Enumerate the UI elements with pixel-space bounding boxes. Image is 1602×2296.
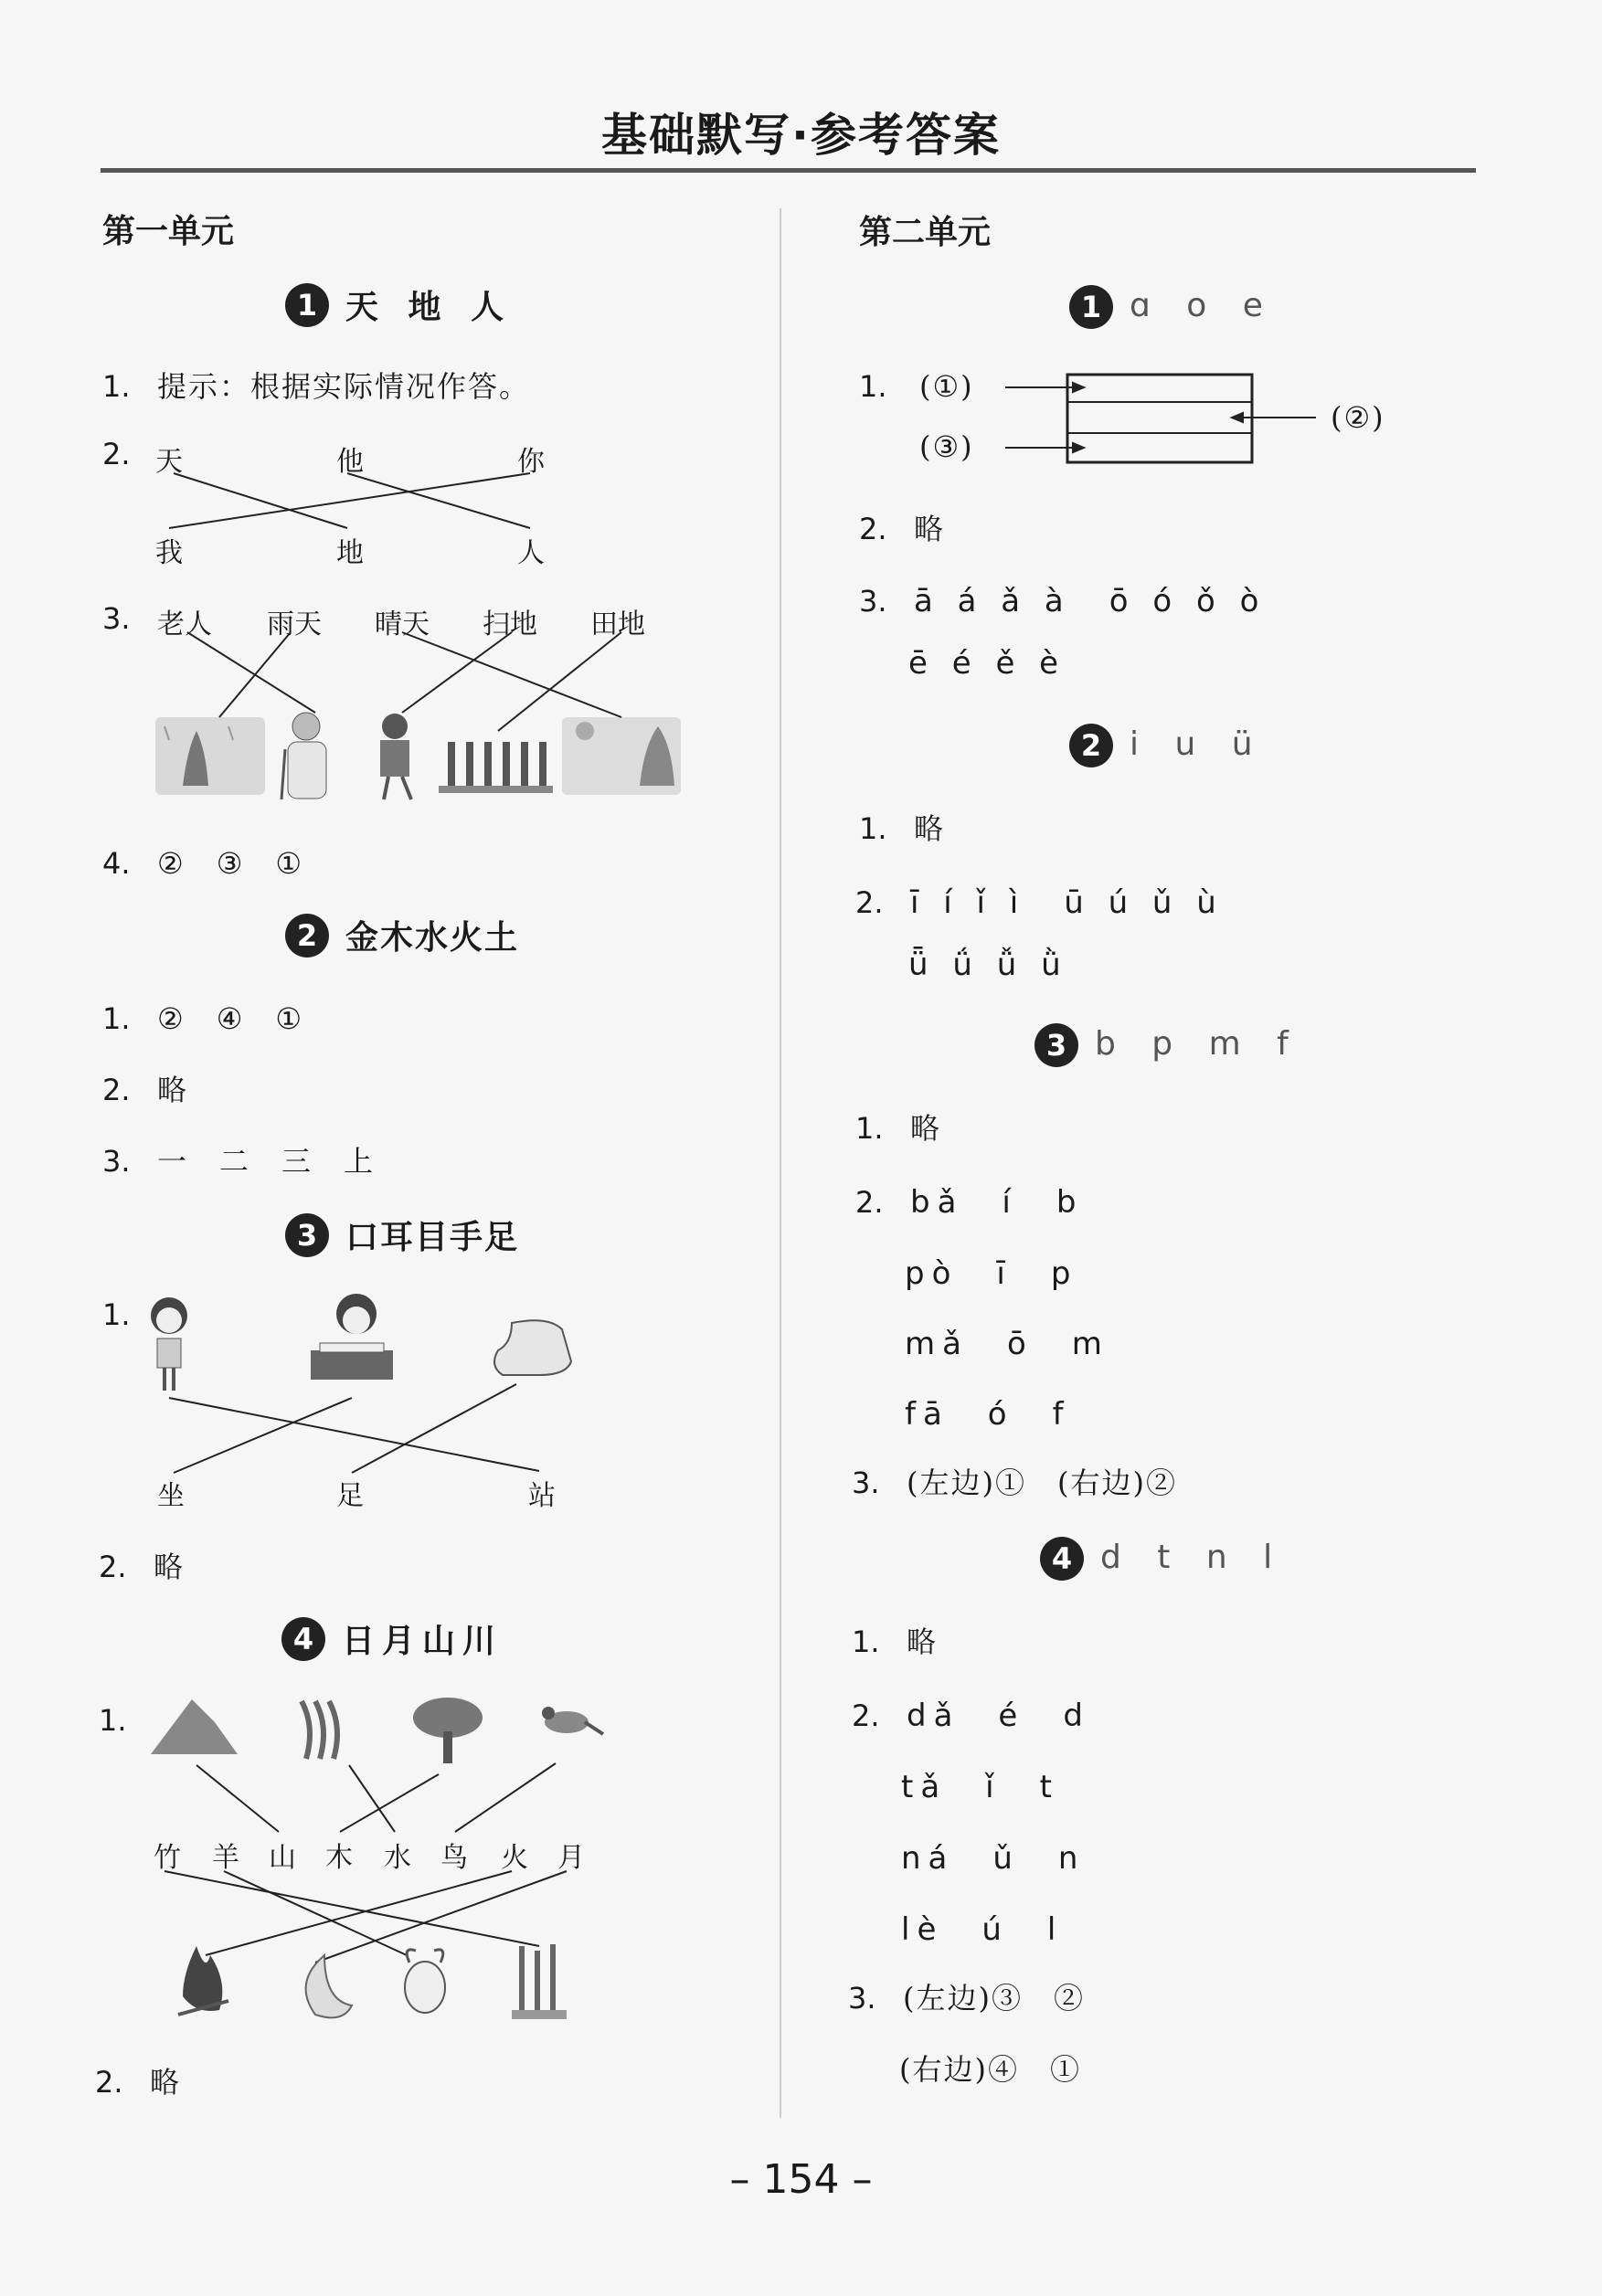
answer-text: ā á ǎ à ō ó ǒ ò: [914, 583, 1267, 619]
arrow-2: [1232, 413, 1316, 422]
lesson-title: 天 地 人: [345, 289, 514, 326]
label-arrow-1: (①): [919, 369, 974, 404]
match-char: 鸟: [440, 1842, 468, 1874]
answer-text: dǎ é d: [907, 1698, 1090, 1734]
lesson-title: 日月山川: [342, 1623, 504, 1660]
match-char: 水: [384, 1842, 411, 1874]
match-char: 竹: [154, 1842, 181, 1874]
question-number: 1.: [859, 811, 887, 846]
match-word: 晴天: [375, 608, 430, 640]
question-number: 2.: [102, 437, 131, 471]
question-number: 3.: [102, 601, 131, 636]
answer-text-line: tǎ ǐ t: [901, 1769, 1059, 1805]
question-number: 2.: [95, 2065, 123, 2100]
answer-text-line2: (右边)④ ①: [899, 2052, 1081, 2087]
question-number: 4.: [102, 846, 131, 881]
answer-text: (左边)③ ②: [903, 1981, 1085, 2016]
question-number: 1.: [102, 369, 131, 404]
match-word: 田地: [590, 608, 645, 640]
answer-text: 略: [157, 1073, 189, 1107]
match-char: 火: [501, 1842, 528, 1874]
answer-text-line2: ǖ ǘ ǚ ǜ: [908, 947, 1068, 983]
page-title: 基础默写·参考答案: [601, 109, 1001, 162]
question-number: 2.: [102, 1073, 131, 1107]
match-char: 羊: [212, 1842, 239, 1874]
question-number: 1.: [859, 369, 887, 404]
match-word-top: 你: [517, 446, 545, 478]
arrow-1: [1005, 383, 1084, 392]
question-number: 2.: [859, 512, 887, 546]
lesson-badge: 3: [285, 1213, 329, 1257]
question-number: 1.: [852, 1624, 880, 1659]
question-number: 3.: [848, 1981, 876, 2016]
answer-text: 略: [914, 811, 946, 846]
answer-text: 略: [907, 1624, 939, 1659]
question-number: 3.: [852, 1465, 880, 1500]
arrow-3: [1005, 443, 1084, 452]
match-char: 山: [269, 1842, 296, 1874]
answer-text-line: ná ǔ n: [901, 1840, 1086, 1877]
answer-text-line: pò ī p: [905, 1255, 1078, 1292]
match-word-bottom: 地: [336, 537, 364, 569]
label-arrow-3: (③): [919, 429, 974, 464]
answer-text-line: mǎ ō m: [905, 1326, 1109, 1362]
label-arrow-2: (②): [1331, 400, 1385, 435]
lesson-title: 金木水火土: [345, 919, 520, 957]
match-char: 月: [557, 1842, 585, 1874]
unit-heading-1: 第一单元: [102, 213, 235, 250]
match-word-bottom: 站: [528, 1480, 556, 1512]
answer-text: 略: [914, 512, 946, 546]
match-word-bottom: 足: [336, 1480, 364, 1512]
match-word-bottom: 坐: [157, 1480, 185, 1512]
question-number: 3.: [859, 584, 887, 619]
answer-text: (左边)① (右边)②: [907, 1465, 1177, 1500]
question-number: 3.: [102, 1144, 131, 1179]
match-char: 木: [325, 1842, 353, 1874]
question-number: 2.: [99, 1550, 127, 1584]
answer-text: bǎ í b: [910, 1184, 1084, 1221]
lesson-badge: 2: [285, 914, 329, 958]
page-number: – 154 –: [729, 2156, 873, 2203]
lesson-badge: 4: [281, 1617, 325, 1661]
lesson-badge: 3: [1034, 1023, 1078, 1067]
lesson-title: d t n l: [1100, 1539, 1286, 1576]
answer-text: 略: [150, 2065, 182, 2100]
question-number: 1.: [855, 1111, 884, 1146]
answer-text: 略: [910, 1111, 942, 1146]
answer-text: ī í ǐ ì ū ú ǔ ù: [910, 884, 1224, 921]
match-word: 老人: [157, 608, 212, 640]
lesson-badge: 4: [1040, 1537, 1084, 1581]
match-word: 扫地: [483, 608, 537, 640]
match-word-top: 天: [155, 446, 183, 478]
question-number: 1.: [99, 1703, 127, 1738]
lesson-title: ɑ o e: [1130, 287, 1276, 324]
question-number: 1.: [102, 1001, 131, 1036]
answer-text: ② ③ ①: [157, 846, 304, 881]
answer-text-line2: ē é ě è: [908, 645, 1066, 682]
question-number: 2.: [855, 1185, 884, 1220]
match-word: 雨天: [267, 608, 322, 640]
answer-text: 一 二 三 上: [157, 1144, 376, 1179]
lesson-badge: 1: [1069, 285, 1113, 329]
lesson-badge: 2: [1069, 724, 1113, 767]
lesson-title: 口耳目手足: [345, 1219, 520, 1256]
question-number: 2.: [855, 885, 884, 920]
lesson-badge: 1: [285, 283, 329, 327]
answer-text-line: lè ú l: [901, 1911, 1064, 1948]
answer-text: ② ④ ①: [157, 1001, 304, 1036]
question-number: 2.: [852, 1698, 880, 1733]
match-word-top: 他: [336, 446, 364, 478]
match-word-bottom: 人: [517, 537, 545, 569]
answer-text: 略: [154, 1550, 186, 1584]
four-line-grid-diagram: [1067, 375, 1252, 462]
answer-text: 提示：根据实际情况作答。: [157, 369, 531, 404]
question-number: 1.: [102, 1297, 131, 1332]
lesson-title: b p m f: [1095, 1025, 1301, 1063]
answer-text-line: fā ó f: [905, 1396, 1071, 1433]
unit-heading-2: 第二单元: [859, 214, 992, 251]
match-word-bottom: 我: [155, 537, 183, 569]
lesson-title: i u ü: [1130, 725, 1266, 763]
